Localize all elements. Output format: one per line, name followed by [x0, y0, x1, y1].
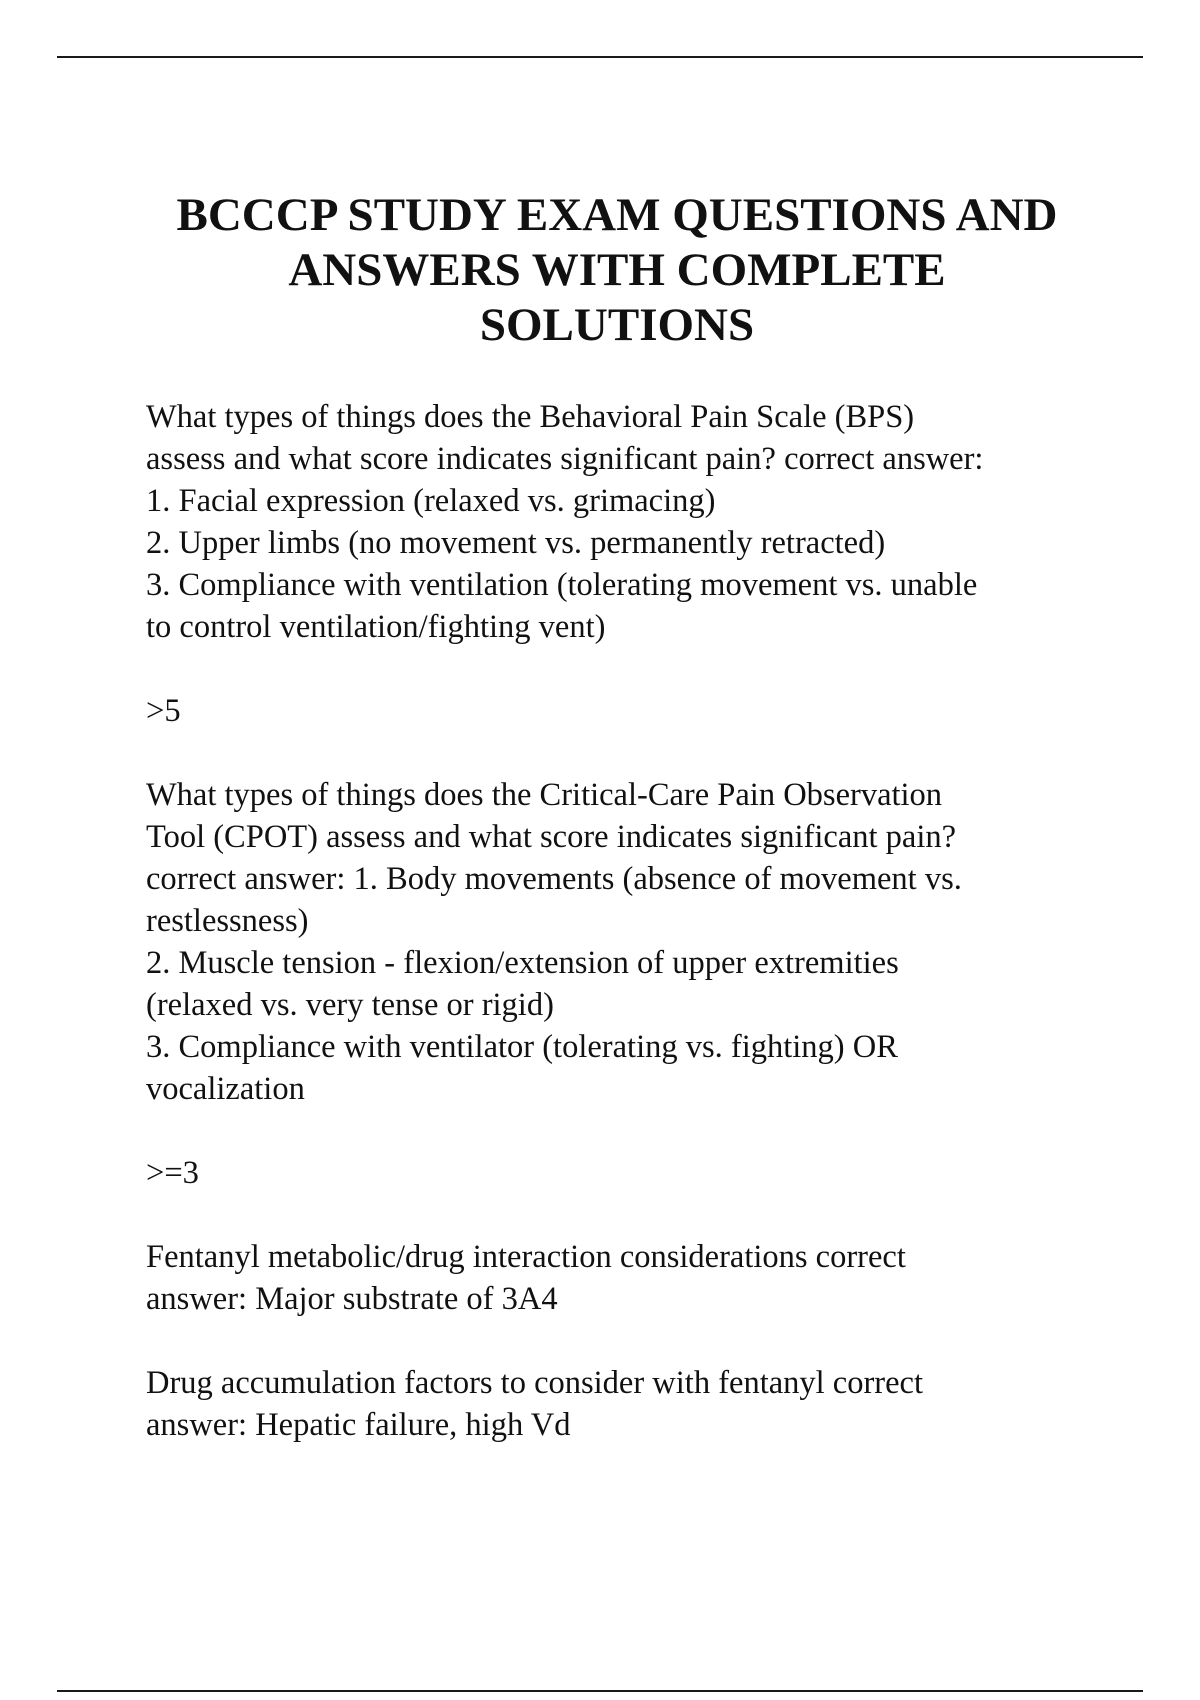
footer-rule [57, 1690, 1143, 1692]
text-line: Drug accumulation factors to consider with fentanyl correct [146, 1365, 924, 1401]
text-line: 2. Muscle tension - flexion/extension of upper extremities [146, 945, 899, 981]
title-line: SOLUTIONS [479, 299, 755, 351]
text-line: restlessness) [146, 903, 309, 939]
question-fentanyl-accumulation [146, 1362, 1146, 1446]
question-text [146, 774, 1146, 1110]
header-rule [57, 56, 1143, 58]
text-line: What types of things does the Critical-Care Pain Observation [146, 777, 943, 813]
text-line: 2. Upper limbs (no movement vs. permanently retracted) [146, 525, 886, 561]
score-threshold: >=3 [146, 1155, 199, 1191]
question-bps [146, 396, 1146, 732]
text-line: answer: Hepatic failure, high Vd [146, 1407, 571, 1443]
score-threshold: >5 [146, 693, 181, 729]
document-title [100, 188, 1134, 353]
text-line: 1. Facial expression (relaxed vs. grimacing) [146, 483, 716, 519]
text-line: to control ventilation/fighting vent) [146, 609, 606, 645]
text-line: correct answer: 1. Body movements (absence of movement vs. [146, 861, 962, 897]
question-text [146, 1362, 1146, 1446]
question-text [146, 396, 1146, 648]
text-line: answer: Major substrate of 3A4 [146, 1281, 558, 1317]
text-line: assess and what score indicates significant pain? correct answer: [146, 441, 984, 477]
text-line: Tool (CPOT) assess and what score indicates significant pain? [146, 819, 957, 855]
title-line: BCCCP STUDY EXAM QUESTIONS AND [176, 189, 1058, 241]
text-line: 3. Compliance with ventilation (tolerating movement vs. unable [146, 567, 978, 603]
text-line: What types of things does the Behavioral Pain Scale (BPS) [146, 399, 915, 435]
question-fentanyl-metabolism [146, 1236, 1146, 1320]
text-line: (relaxed vs. very tense or rigid) [146, 987, 554, 1023]
title-line: ANSWERS WITH COMPLETE [288, 244, 946, 296]
text-line: Fentanyl metabolic/drug interaction considerations correct [146, 1239, 906, 1275]
question-cpot [146, 774, 1146, 1194]
document-body [146, 396, 1146, 1488]
text-line: 3. Compliance with ventilator (tolerating vs. fighting) OR [146, 1029, 898, 1065]
text-line: vocalization [146, 1071, 305, 1107]
question-text [146, 1236, 1146, 1320]
